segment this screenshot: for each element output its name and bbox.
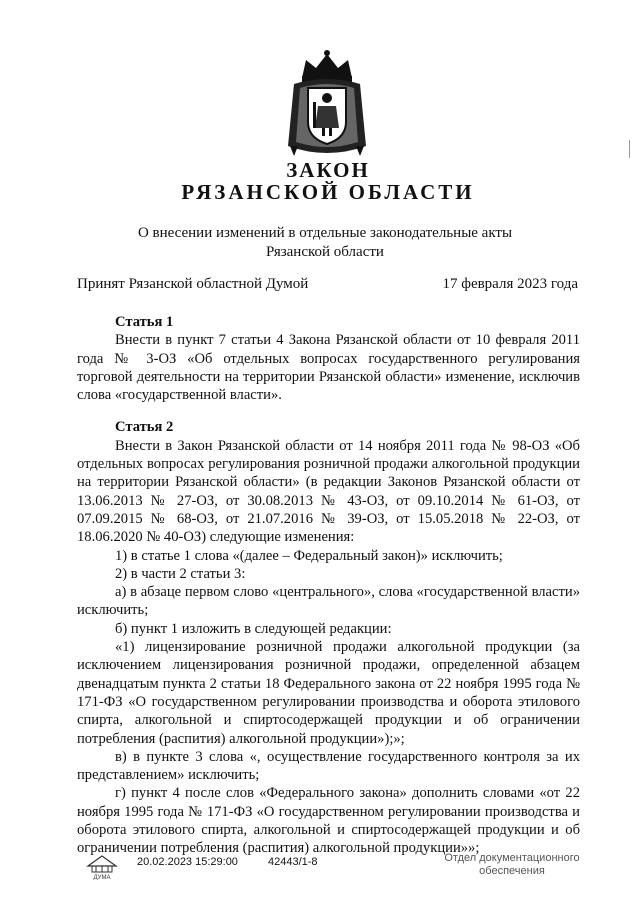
article-1-title: Статья 1 [115, 314, 174, 330]
article-2-item-2b: б) пункт 1 изложить в следующей редакции: [115, 620, 392, 637]
subtitle-line-1: О внесении изменений в отдельные законодательные акты [137, 225, 513, 241]
margin-mark [629, 140, 636, 158]
article-2-intro: Внести в Закон Рязанской области от 14 ноября 2011 года № 98-ОЗ «Об отдельных вопросах регулирования розничной продажи алкогольной продукции на территории Рязанской области» (в редакции Законов Рязанской области от 13.06.2013 № 27-ОЗ, от 30.08.2013 № 43-ОЗ, от 09.10.2014 № 61-ОЗ, от 07.09.2015 № 68-ОЗ, от 21.07.2016 № 39-ОЗ, от 15.05.2018 № 22-ОЗ, от 18.06.2020 № 40-ОЗ) следующие изменения: [77, 437, 580, 546]
registration-stamp [437, 852, 587, 878]
adopted-by: Принят Рязанской областной Думой [77, 276, 309, 292]
coat-of-arms-emblem [284, 48, 370, 160]
article-2-item-1: 1) в статье 1 слова «(далее – Федеральный закон)» исключить; [115, 547, 503, 564]
footer-timestamp: 20.02.2023 15:29:00 [137, 856, 238, 868]
duma-logo-icon [84, 850, 120, 880]
article-2-item-2a: а) в абзаце первом слово «центрального», слова «государственной власти» исключить; [77, 584, 580, 619]
stamp-line-1: Отдел документационного [444, 852, 580, 864]
article-1-text: Внести в пункт 7 статьи 4 Закона Рязанской области от 10 февраля 2011 года № 3-ОЗ «Об отдельных вопросах государственного регулирования торговой деятельности на территории Рязанской области» изменение, исключив слова «государственной власти». [77, 332, 580, 404]
law-region-title: РЯЗАНСКОЙ ОБЛАСТИ [181, 180, 475, 204]
duma-logo-text: ДУМА [93, 875, 111, 880]
article-2-item-2: 2) в части 2 статьи 3: [115, 565, 246, 582]
footer-doc-number: 42443/1-8 [268, 856, 318, 868]
stamp-line-2: обеспечения [479, 865, 545, 877]
law-title: ЗАКОН [286, 158, 370, 182]
article-2-item-2v: в) в пункте 3 слова «, осуществление государственного контроля за их представлением» исключить; [77, 748, 580, 784]
adoption-date: 17 февраля 2023 года [442, 276, 578, 292]
law-subtitle [90, 224, 560, 262]
article-2-item-2g: г) пункт 4 после слов «Федерального закона» дополнить словами «от 22 ноября 1995 года № 171-ФЗ «О государственном регулировании производства и оборота этилового спирта, алкогольной и спиртосодержащей продукции и об ограничении потребления (распития) алкогольной продукции»»; [77, 785, 580, 857]
article-2-item-2b-quote: «1) лицензирование розничной продажи алкогольной продукции (за исключением лицензирования розничной продажи, определенной абзацем двенадцатым пункта 2 статьи 18 Федерального закона от 22 ноября 1995 года № 171-ФЗ «О государственном регулировании производства и оборота этилового спирта, алкогольной и спиртосодержащей продукции и об ограничении потребления (распития) алкогольной продукции»);»; [77, 639, 580, 747]
article-2-title: Статья 2 [115, 419, 174, 436]
subtitle-line-2: Рязанской области [266, 244, 384, 260]
law-body [77, 313, 580, 858]
